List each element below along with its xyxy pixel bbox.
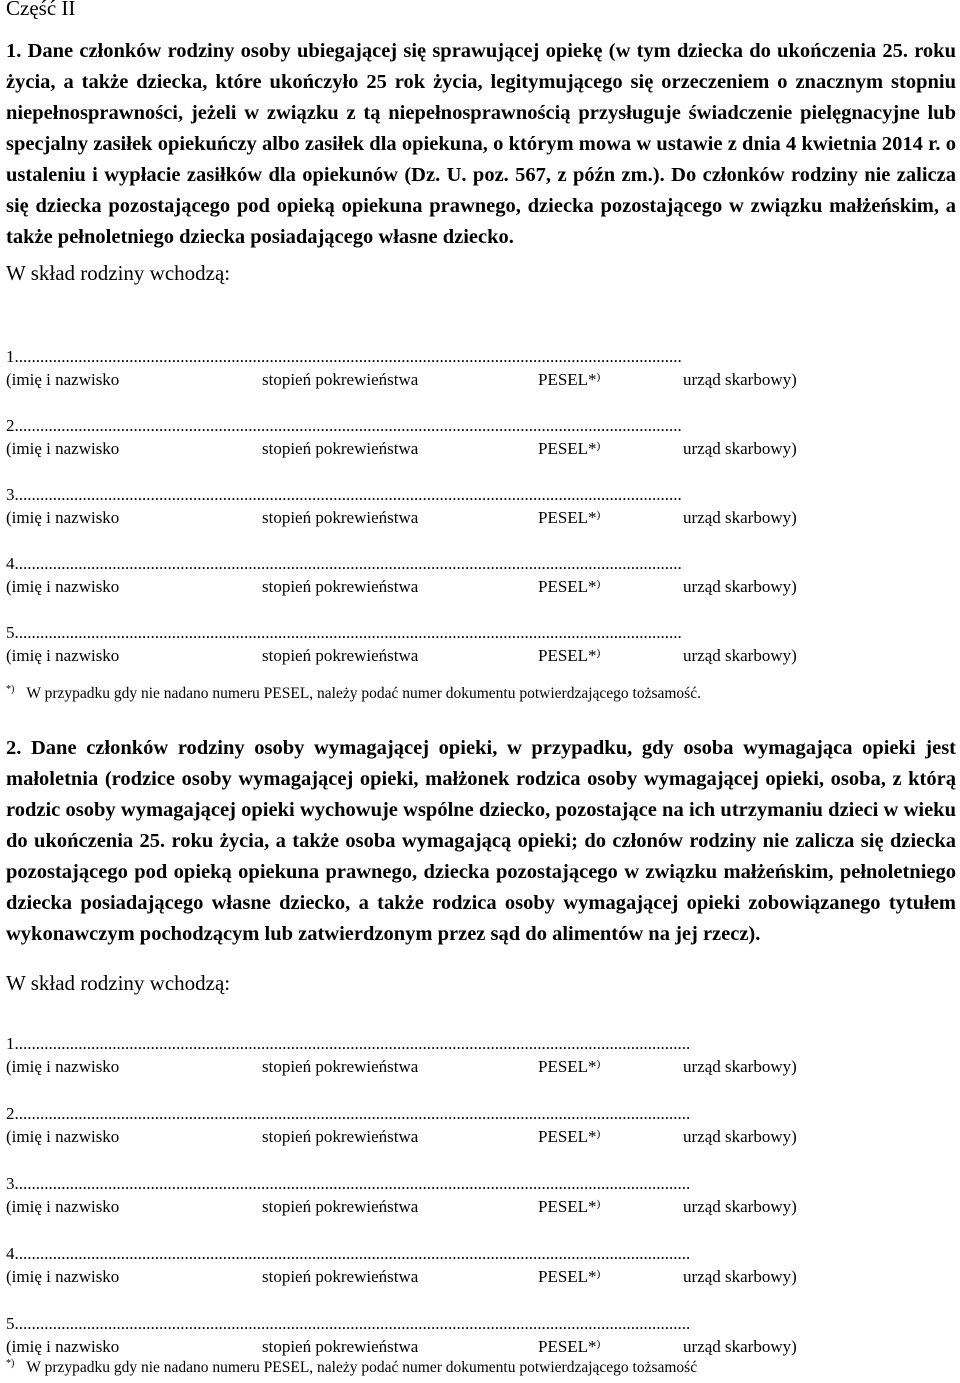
section-1-entry-2 (6, 415, 906, 465)
section-2-entry-4 (6, 1243, 906, 1293)
section-1-entry-1 (6, 346, 906, 396)
entry-fill-line[interactable]: 5............................................................................................................................................................. (6, 623, 682, 642)
entry-labels: (imię i nazwisko stopień pokrewieństwa PESEL*) urząd skarbowy) (6, 1267, 797, 1286)
part-title: Część II (6, 0, 76, 20)
section-2-entry-1 (6, 1033, 906, 1083)
entry-fill-line[interactable]: 3............................................................................................................................................................... (6, 1174, 691, 1193)
entry-fill-line[interactable]: 1............................................................................................................................................................... (6, 1034, 691, 1053)
entry-labels: (imię i nazwisko stopień pokrewieństwa PESEL*) urząd skarbowy) (6, 646, 797, 665)
entry-fill-line[interactable]: 1............................................................................................................................................................. (6, 347, 682, 366)
entry-fill-line[interactable]: 2............................................................................................................................................................. (6, 416, 682, 435)
section-2-lead: W skład rodziny wchodzą: (6, 971, 231, 995)
section-1-heading: 1. Dane członków rodziny osoby ubiegającej się sprawującej opiekę (w tym dziecka do ukończenia 25. roku życia, a także dziecka, które ukończyło 25 rok życia, legitymującego się orzeczeniem o znacznym stopniu niepełnosprawności, jeżeli w związku z tą niepełnosprawnością przysługuje świadczenie pielęgnacyjne lub specjalny zasiłek opiekuńczy albo zasiłek dla opiekuna, o którym mowa w ustawie z dnia 4 kwietnia 2014 r. o ustaleniu i wypłacie zasiłków dla opiekunów (Dz. U. poz. 567, z późn zm.). Do członków rodziny nie zalicza się dziecka pozostającego pod opieką opiekuna prawnego, dziecka pozostającego w związku małżeńskim, a także pełnoletniego dziecka posiadającego własne dziecko. (6, 40, 956, 248)
section-1-lead: W skład rodziny wchodzą: (6, 261, 231, 285)
entry-labels: (imię i nazwisko stopień pokrewieństwa PESEL*) urząd skarbowy) (6, 1337, 797, 1356)
entry-fill-line[interactable]: 4............................................................................................................................................................. (6, 554, 682, 573)
section-1-entry-3 (6, 484, 906, 534)
entry-labels: (imię i nazwisko stopień pokrewieństwa PESEL*) urząd skarbowy) (6, 1197, 797, 1216)
entry-fill-line[interactable]: 3............................................................................................................................................................. (6, 485, 682, 504)
entry-fill-line[interactable]: 2............................................................................................................................................................... (6, 1104, 691, 1123)
entry-labels: (imię i nazwisko stopień pokrewieństwa PESEL*) urząd skarbowy) (6, 508, 797, 527)
section-2-heading: 2. Dane członków rodziny osoby wymagającej opieki, w przypadku, gdy osoba wymagająca opieki jest małoletnia (rodzice osoby wymagającej opieki, małżonek rodzica osoby wymagającej opieki, osoba, z którą rodzic osoby wymagającej opieki wychowuje wspólne dziecko, pozostające na ich utrzymaniu dzieci w wieku do ukończenia 25. roku życia, a także osoba wymagającą opieki; do członów rodziny nie zalicza się dziecka pozostającego pod opieką opiekuna prawnego, dziecka pozostającego w związku małżeńskim, pełnoletniego dziecka posiadającego własne dziecko, a także rodzica osoby wymagającej opieki zobowiązanego tytułem wykonawczym pochodzącym lub zatwierdzonym przez sąd do alimentów na jej rzecz). (6, 737, 956, 945)
section-1-entry-4 (6, 553, 906, 603)
section-1-entry-5 (6, 622, 906, 672)
entry-labels: (imię i nazwisko stopień pokrewieństwa PESEL*) urząd skarbowy) (6, 1127, 797, 1146)
entry-labels: (imię i nazwisko stopień pokrewieństwa PESEL*) urząd skarbowy) (6, 370, 797, 389)
entry-fill-line[interactable]: 5............................................................................................................................................................... (6, 1314, 691, 1333)
section-1-footnote: *) W przypadku gdy nie nadano numeru PESEL, należy podać numer dokumentu potwierdzającego tożsamość. (6, 684, 701, 702)
section-2-entry-5 (6, 1313, 906, 1363)
section-2-footnote: *) W przypadku gdy nie nadano numeru PESEL, należy podać numer dokumentu potwierdzającego tożsamość (6, 1358, 698, 1376)
entry-labels: (imię i nazwisko stopień pokrewieństwa PESEL*) urząd skarbowy) (6, 439, 797, 458)
entry-labels: (imię i nazwisko stopień pokrewieństwa PESEL*) urząd skarbowy) (6, 1057, 797, 1076)
entry-labels: (imię i nazwisko stopień pokrewieństwa PESEL*) urząd skarbowy) (6, 577, 797, 596)
section-2-entry-2 (6, 1103, 906, 1153)
entry-fill-line[interactable]: 4............................................................................................................................................................... (6, 1244, 691, 1263)
section-2-entry-3 (6, 1173, 906, 1223)
